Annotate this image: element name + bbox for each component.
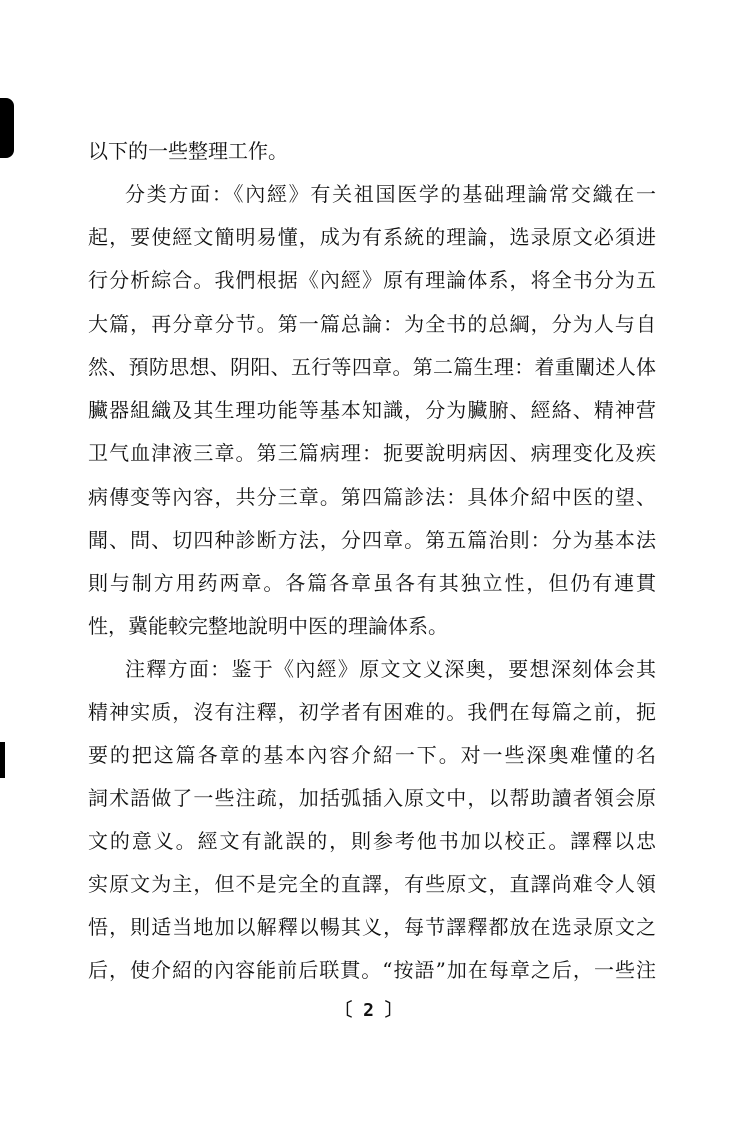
text-line: 行分析綜合。我們根据《內經》原有理論体系，将全书分为五 xyxy=(88,268,656,292)
text-line: 病傳变等內容，共分三章。第四篇診法：具体介紹中医的望、 xyxy=(88,485,656,509)
text-line: 悟，則适当地加以解釋以暢其义，每节譯釋都放在选录原文之 xyxy=(88,915,656,939)
text-line: 要的把这篇各章的基本內容介紹一下。对一些深奥难懂的名 xyxy=(88,743,656,767)
text-line: 則与制方用药两章。各篇各章虽各有其独立性，但仍有連貫 xyxy=(88,571,656,595)
text-line: 后，使介紹的內容能前后联貫。“按語”加在每章之后，一些注 xyxy=(88,958,656,982)
text-line: 然、預防思想、阴阳、五行等四章。第二篇生理：着重闡述人体 xyxy=(88,355,656,379)
scan-edge-mark xyxy=(0,742,5,778)
paragraph-start: 注釋方面：鉴于《內經》原文文义深奥，要想深刻体会其 xyxy=(125,657,656,681)
text-line: 起，要使經文簡明易懂，成为有系統的理論，选录原文必須进 xyxy=(88,225,656,249)
text-line: 卫气血津液三章。第三篇病理：扼要說明病因、病理变化及疾 xyxy=(88,441,656,465)
scan-edge-mark xyxy=(0,98,14,158)
text-line: 精神实质，沒有注釋，初学者有困难的。我們在每篇之前，扼 xyxy=(88,700,656,724)
text-line: 以下的一些整理工作。 xyxy=(88,139,288,163)
paragraph-start: 分类方面：《內經》有关祖国医学的基础理論常交織在一 xyxy=(125,182,656,206)
text-line: 大篇，再分章分节。第一篇总論：为全书的总綱，分为人与自 xyxy=(88,312,656,336)
text-line: 聞、問、切四种診断方法，分四章。第五篇治則：分为基本法 xyxy=(88,528,656,552)
text-line: 臟器組織及其生理功能等基本知識，分为臟腑、經絡、精神营 xyxy=(88,398,656,422)
text-line: 文的意义。經文有訛誤的，則参考他书加以校正。譯釋以忠 xyxy=(88,829,656,853)
text-line: 实原文为主，但不是完全的直譯，有些原文，直譯尚难令人領 xyxy=(88,872,656,896)
text-line: 性，冀能較完整地說明中医的理論体系。 xyxy=(88,614,448,638)
page-number: 〔 2 〕 xyxy=(334,1000,403,1021)
text-line: 詞术語做了一些注疏，加括弧插入原文中，以帮助讀者領会原 xyxy=(88,786,656,810)
